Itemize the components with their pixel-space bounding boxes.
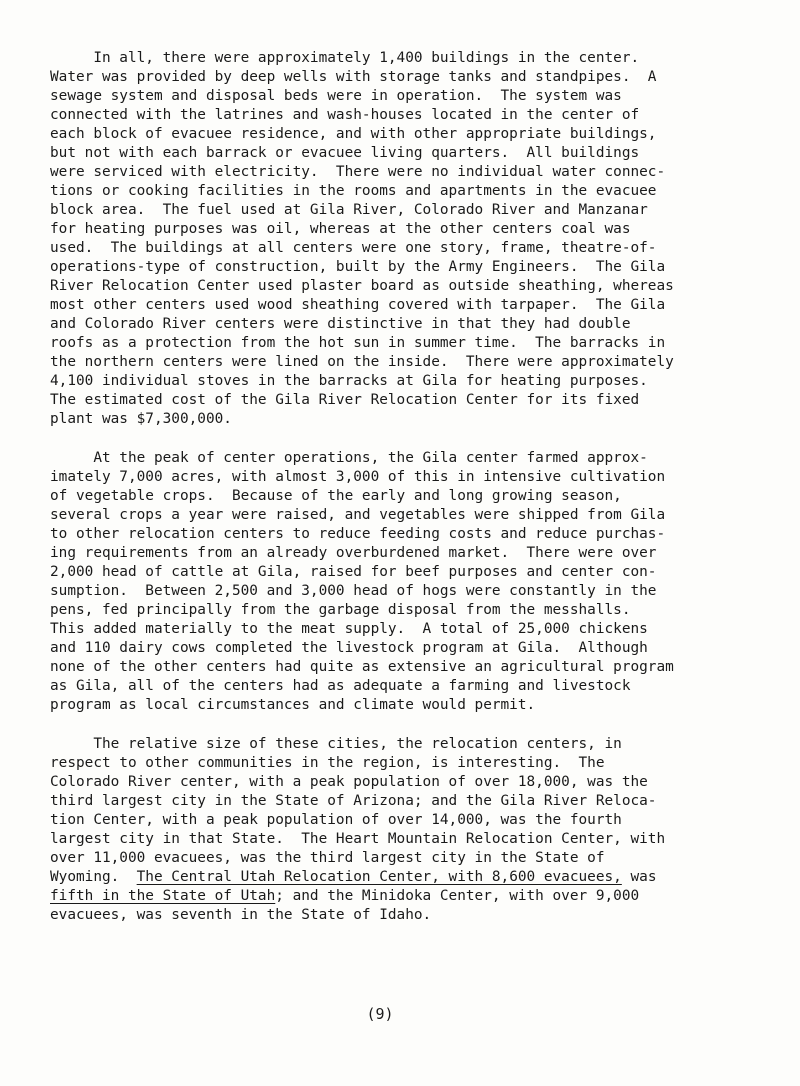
text-line: evacuees, was seventh in the State of Idaho. xyxy=(50,907,432,923)
underlined-text: The Central Utah Relocation Center, with 8,600 evacuees, xyxy=(136,869,622,885)
text-line: of vegetable crops. Because of the early and long growing season, xyxy=(50,488,622,504)
text-line: each block of evacuee residence, and with other appropriate buildings, xyxy=(50,126,657,142)
text-line: sumption. Between 2,500 and 3,000 head of hogs were constantly in the xyxy=(50,583,657,599)
text-line: 2,000 head of cattle at Gila, raised for beef purposes and center con- xyxy=(50,564,657,580)
text-line: were serviced with electricity. There were no individual water connec- xyxy=(50,164,666,180)
text-line: ing requirements from an already overburdened market. There were over xyxy=(50,545,657,561)
text-line: tion Center, with a peak population of over 14,000, was the fourth xyxy=(50,812,622,828)
text-line: for heating purposes was oil, whereas at the other centers coal was xyxy=(50,221,631,237)
text-line: 4,100 individual stoves in the barracks at Gila for heating purposes. xyxy=(50,373,648,389)
text-line: third largest city in the State of Arizona; and the Gila River Reloca- xyxy=(50,793,657,809)
text-fragment: Wyoming. xyxy=(50,869,137,885)
text-line: program as local circumstances and climate would permit. xyxy=(50,697,536,713)
text-line: The estimated cost of the Gila River Relocation Center for its fixed xyxy=(50,392,640,408)
text-line: sewage system and disposal beds were in operation. The system was xyxy=(50,88,622,104)
text-line: In all, there were approximately 1,400 buildings in the center. xyxy=(50,50,640,66)
paragraph-buildings xyxy=(50,49,750,429)
text-line: used. The buildings at all centers were one story, frame, theatre-of- xyxy=(50,240,657,256)
page-number: (9) xyxy=(366,1005,394,1023)
text-line: pens, fed principally from the garbage disposal from the messhalls. xyxy=(50,602,631,618)
text-fragment: ; and the Minidoka Center, with over 9,000 xyxy=(275,888,640,904)
text-line: plant was $7,300,000. xyxy=(50,411,232,427)
text-line: as Gila, all of the centers had as adequate a farming and livestock xyxy=(50,678,631,694)
text-line: to other relocation centers to reduce feeding costs and reduce purchas- xyxy=(50,526,666,542)
text-line: and 110 dairy cows completed the livestock program at Gila. Although xyxy=(50,640,648,656)
text-fragment: was xyxy=(621,869,657,885)
text-line: River Relocation Center used plaster board as outside sheathing, whereas xyxy=(50,278,674,294)
text-line: and Colorado River centers were distinctive in that they had double xyxy=(50,316,631,332)
text-line: largest city in that State. The Heart Mountain Relocation Center, with xyxy=(50,831,666,847)
text-line: block area. The fuel used at Gila River, Colorado River and Manzanar xyxy=(50,202,648,218)
text-line: respect to other communities in the region, is interesting. The xyxy=(50,755,605,771)
text-line: tions or cooking facilities in the rooms and apartments in the evacuee xyxy=(50,183,657,199)
text-line: At the peak of center operations, the Gila center farmed approx- xyxy=(50,450,648,466)
paragraph-city-size xyxy=(50,735,750,925)
text-line: roofs as a protection from the hot sun in summer time. The barracks in xyxy=(50,335,666,351)
underlined-text: fifth in the State of Utah xyxy=(50,888,276,904)
text-line: This added materially to the meat supply. A total of 25,000 chickens xyxy=(50,621,648,637)
text-line: the northern centers were lined on the inside. There were approximately xyxy=(50,354,674,370)
text-line: imately 7,000 acres, with almost 3,000 of this in intensive cultivation xyxy=(50,469,666,485)
text-line: over 11,000 evacuees, was the third largest city in the State of xyxy=(50,850,605,866)
text-line: Colorado River center, with a peak population of over 18,000, was the xyxy=(50,774,648,790)
text-line: but not with each barrack or evacuee living quarters. All buildings xyxy=(50,145,640,161)
text-line: several crops a year were raised, and vegetables were shipped from Gila xyxy=(50,507,666,523)
text-line: connected with the latrines and wash-houses located in the center of xyxy=(50,107,640,123)
text-line xyxy=(50,868,750,887)
text-line: Water was provided by deep wells with storage tanks and standpipes. A xyxy=(50,69,657,85)
text-line: none of the other centers had quite as extensive an agricultural program xyxy=(50,659,674,675)
text-line: most other centers used wood sheathing covered with tarpaper. The Gila xyxy=(50,297,666,313)
text-line xyxy=(50,887,750,906)
paragraph-agriculture xyxy=(50,449,750,715)
text-line: operations-type of construction, built by the Army Engineers. The Gila xyxy=(50,259,666,275)
text-line: The relative size of these cities, the relocation centers, in xyxy=(50,736,622,752)
